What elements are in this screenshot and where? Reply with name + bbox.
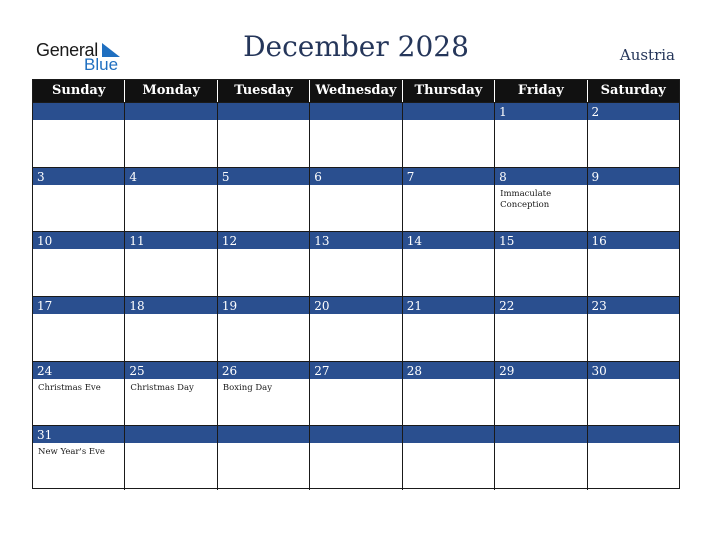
day-number-bar	[403, 168, 494, 186]
calendar-week-row	[33, 167, 679, 232]
calendar-week-row	[33, 102, 679, 167]
day-number: 16	[591, 234, 607, 249]
day-number-bar	[495, 103, 586, 121]
day-number: 5	[221, 169, 230, 184]
weekday-header: Friday	[495, 80, 587, 102]
day-number-bar	[588, 103, 679, 121]
day-number-bar	[495, 426, 586, 444]
calendar-day-cell[interactable]	[125, 426, 217, 490]
calendar-day-cell[interactable]	[310, 426, 402, 490]
day-number: 3	[37, 169, 45, 184]
day-number: 28	[406, 363, 422, 378]
calendar-week-row	[33, 425, 679, 490]
day-number-bar	[125, 168, 216, 186]
calendar-day-cell[interactable]	[310, 168, 402, 232]
weekday-header-row	[33, 80, 679, 102]
calendar-day-cell[interactable]	[588, 168, 679, 232]
calendar-day-cell[interactable]	[310, 103, 402, 167]
calendar-day-cell[interactable]	[125, 297, 217, 361]
day-number-bar	[125, 426, 216, 444]
day-number: 30	[591, 363, 607, 378]
day-number-bar	[125, 103, 216, 121]
calendar-day-cell[interactable]	[495, 103, 587, 167]
holiday-label: Boxing Day	[222, 382, 273, 393]
day-number: 21	[406, 298, 422, 313]
day-number: 15	[499, 234, 515, 249]
calendar-day-cell[interactable]	[218, 297, 310, 361]
calendar-day-cell[interactable]	[218, 103, 310, 167]
day-number: 9	[591, 169, 600, 184]
day-number: 13	[314, 234, 330, 249]
weekday-header: Thursday	[403, 80, 495, 102]
day-number: 31	[37, 428, 53, 443]
calendar-day-cell[interactable]	[310, 297, 402, 361]
day-number-bar	[218, 168, 309, 186]
holiday-label: Christmas Eve	[38, 382, 101, 393]
day-number: 23	[591, 298, 607, 313]
day-number-bar	[33, 103, 124, 121]
calendar-day-cell[interactable]	[403, 297, 495, 361]
day-number: 12	[221, 234, 238, 249]
calendar-day-cell[interactable]	[125, 103, 217, 167]
calendar-day-cell[interactable]	[310, 362, 402, 426]
calendar-day-cell[interactable]	[588, 103, 679, 167]
day-number-bar	[588, 168, 679, 186]
country-label: Austria	[619, 46, 675, 64]
calendar-day-cell[interactable]	[218, 426, 310, 490]
calendar-day-cell[interactable]	[403, 103, 495, 167]
day-number-bar	[588, 426, 679, 444]
calendar-week-row	[33, 231, 679, 296]
logo-text-blue: Blue	[84, 55, 119, 74]
calendar-day-cell[interactable]	[403, 362, 495, 426]
logo-text-general: General	[36, 40, 98, 60]
day-number: 18	[129, 298, 145, 313]
day-number: 1	[499, 105, 507, 119]
day-number: 7	[406, 169, 415, 184]
calendar-day-cell[interactable]	[218, 232, 310, 296]
day-number: 19	[221, 298, 238, 313]
day-number: 22	[499, 298, 515, 313]
calendar-title: December 2028	[243, 30, 469, 63]
day-number-bar	[33, 168, 124, 186]
calendar-day-cell[interactable]	[403, 426, 495, 490]
holiday-label: New Year's Eve	[38, 447, 105, 458]
calendar-day-cell[interactable]	[495, 168, 587, 232]
calendar-week-row	[33, 361, 679, 426]
day-number: 24	[37, 363, 53, 378]
day-number: 10	[37, 234, 53, 249]
day-number-bar	[495, 168, 586, 186]
holiday-label: Immaculate Conception	[500, 188, 552, 210]
day-number: 26	[221, 363, 238, 378]
calendar-day-cell[interactable]	[125, 232, 217, 296]
day-number: 8	[499, 169, 507, 184]
calendar-week-row	[33, 296, 679, 361]
calendar-day-cell[interactable]	[588, 426, 679, 490]
calendar-weeks	[33, 102, 679, 490]
calendar-day-cell[interactable]	[218, 362, 310, 426]
day-number: 17	[37, 298, 53, 313]
calendar-day-cell[interactable]	[588, 297, 679, 361]
calendar-day-cell[interactable]	[33, 168, 125, 232]
day-number-bar	[403, 103, 494, 121]
day-number: 14	[406, 234, 422, 249]
day-number: 20	[314, 298, 330, 313]
calendar-day-cell[interactable]	[125, 168, 217, 232]
day-number-bar	[310, 103, 401, 121]
weekday-header: Tuesday	[218, 80, 310, 102]
calendar-day-cell[interactable]	[495, 232, 587, 296]
calendar-day-cell[interactable]	[33, 297, 125, 361]
calendar-day-cell[interactable]	[403, 232, 495, 296]
calendar-day-cell[interactable]	[33, 426, 125, 490]
calendar-day-cell[interactable]	[403, 168, 495, 232]
holiday-label: Christmas Day	[130, 382, 194, 393]
calendar-day-cell[interactable]	[495, 426, 587, 490]
day-number-bar	[218, 103, 309, 121]
weekday-header: Wednesday	[310, 80, 402, 102]
day-number-bar	[310, 168, 401, 186]
calendar-day-cell[interactable]	[588, 362, 679, 426]
day-number-bar	[403, 426, 494, 444]
weekday-header: Sunday	[33, 80, 125, 102]
day-number-bar	[310, 426, 401, 444]
calendar-day-cell[interactable]	[33, 103, 125, 167]
calendar-grid	[32, 79, 680, 489]
calendar-day-cell[interactable]	[495, 362, 587, 426]
calendar-day-cell[interactable]	[218, 168, 310, 232]
day-number: 11	[129, 234, 145, 249]
calendar-day-cell[interactable]	[588, 232, 679, 296]
calendar-day-cell[interactable]	[495, 297, 587, 361]
day-number: 27	[314, 363, 330, 378]
calendar-day-cell[interactable]	[33, 232, 125, 296]
calendar-day-cell[interactable]	[125, 362, 217, 426]
calendar-day-cell[interactable]	[310, 232, 402, 296]
weekday-header: Monday	[125, 80, 217, 102]
day-number-bar	[218, 426, 309, 444]
weekday-header: Saturday	[600, 83, 666, 98]
calendar-day-cell[interactable]	[33, 362, 125, 426]
day-number: 25	[129, 363, 145, 378]
day-number: 6	[314, 169, 322, 184]
day-number: 4	[129, 169, 138, 184]
day-number: 29	[499, 363, 515, 378]
day-number: 2	[591, 105, 600, 119]
